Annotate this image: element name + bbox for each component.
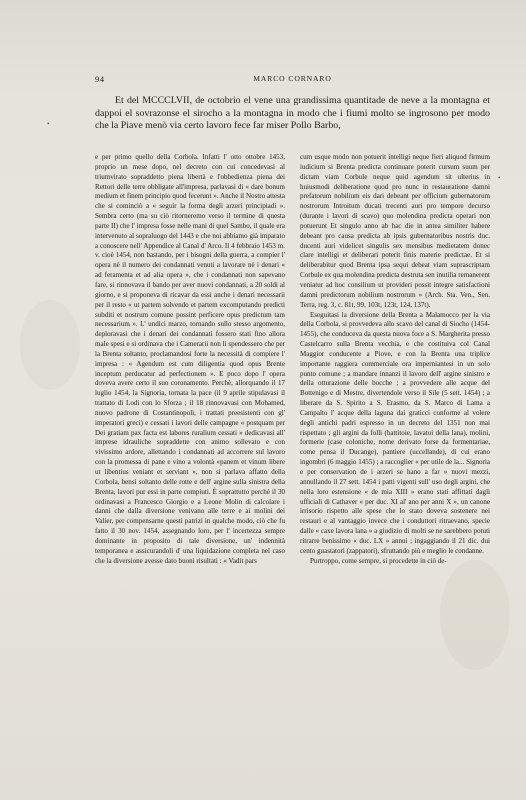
main-text-paragraph: Et del MCCCLVII, de octobrio el vene una grandissima quantitade de neve a la montagna et dappoi el sovrazonse el sirocho a la montagna in modo che i fiumi molto se ingrosono per modo che la Piave menò via certo lavoro fece far miser Pollo Barbo, xyxy=(95,95,490,132)
page-number: 94 xyxy=(95,74,105,84)
footnote-column-left xyxy=(95,153,285,778)
paper-stain xyxy=(20,300,80,390)
running-head: MARCO CORNARO xyxy=(253,74,332,83)
footnote-columns xyxy=(95,153,490,778)
margin-mark: • xyxy=(47,120,50,128)
margin-mark: • xyxy=(498,174,501,182)
page-header xyxy=(95,74,490,86)
footnote-paragraph: cum usque modo non potuerit intelligi neque fieri aliquod firmum iudicium si Brenta predicta continuare poterit cursum suum per dictam viam Corbule neque quid agendum sit ulterius in huiusmodi deliberatione quod pro nunc in restauratione damni prefatorum nobilium eis dari debeant per officium gubernatorum nostrorum Introitum ducati trecenti auri pro tempore decurso (durante i lavori di scavo) quo molendina predicta operari non potuerunt Et singulo anno ab hac die in antea similiter habere debeant pro causa predicta ab ipsis gubernatoribus nostris duc. ducenti auri videlicet singulis sex mensibus medietatem donec clare intelligi et deliberari poterit finis materie predictae. Et si deliberabitur quod Brenta ipsa sequi debeat viam suprascriptam Corbule ex qua molendina predicta destruta sen inutilia remanerent veniatur ad hoc consilium ut provideri possit integre satisfactioni damni predictorum nobilium nostrorum » (Arch. Sta. Ven., Sen. Terra, reg. 3, c. 81t, 99, 103t, 123t, 124, 137t). xyxy=(300,153,490,309)
footnote-paragraph: Purtroppo, come sempre, si procedette in ciò de- xyxy=(310,556,447,565)
footnote-column-right xyxy=(300,153,490,778)
footnote-paragraph: e per primo quello della Corbola. Infatti l' otto ottobre 1453, proprio un mese dopo, nel decreto con cui concedevasi al triumvirato sopraddetto piena libertà e l'obbedienza piena dei Rettori delle terre obbligate all'impresa, parlavasi di « dare bonum medium et finem principio quod fecerunt ». Anche il Nostro attesta che si cominciò a « seguir la forma degli arzeri principiadi ». Sembra certo (ma su ciò ritorneremo verso il termine di questa parte II) che l' impresa fosse nelle mani di quel Sambo, il quale era intervenuto al sopraluogo del 1443 e che noi abbiamo già imparato a conoscere nell' Appendice al Canal d' Arco. Il 4 febbraio 1453 m. v. cioè 1454, non bastando, per i bisogni della guerra, a compier l' opera nè il numero dei condannati venuti a lavorare nè i denari « ad feramenta et ad alia opera », che i condannati non sapevano fare, si rinnovava il bando per aver nuovi condannati, a 20 soldi al giorno, e si proponeva di ricavar da essi anche i denari necessarii per il resto « ut partem solvendo et partem excomputando predicti subditi et nostrum comune possint perficere opus predictum tam necessarium ». L' undici marzo, tornando sullo stesso argomento, deploravasi che i denari dei condannati fossero stati fino allora male spesi e si ordinava che i Camerarii non li spendessero che per la Brenta soltanto, proclamandosi forte la necessità di compiere l' impresa : « Agendum est cum diligentia quod opus Brente inceptum perducatur ad perfectionem ». E poco dopo l' opera doveva avere certo il suo coronamento. Perchè, allorquando il 17 luglio 1454, la Signoria, tornata la pace (il 9 aprile stipulavasi il trattato di Lodi con lo Sforza ; il 18 rinnovavasi con Mohamed, nuovo padrone di Costantinopoli, i trattati preesistenti con gl' imperatori greci) e cessati i lavori delle campagne « postquam per Dei gratiam pax facta est labores ruralium cessati » dedicavasi all' imprese idrauliche sopraddette con animo sollevato e con vivissimo ardore, allettando i condannati ad accorrere sul lavoro con la promessa di pane e vino a volontà «panem et vinum libere ut libentius veniant et serviant », non si parlava affatto della Corbola, bensì soltanto delle rotte e dell' argine sulla sinistra della Brenta, lavori pur essi in parte compiuti. È soprattutto perchè il 30 ordinavasi a Francesco Giorgio e a Leone Molin di calcolare i danni che dalla diversione venivano alle terre e ai molini dei Valier, per compensarne questi patrizi in qualche modo, ciò che fu fatto il 30 nov. 1454, assegnando loro, per l' incertezza sempre dominante in proposito di tale diversione, un' indennità temporanea e assicurandoli d' una liquidazione completa nel caso che la diversione avesse dato buoni risultati : « Vadit pars xyxy=(95,153,285,565)
footnote-paragraph: Eseguitasi la diversione della Brenta a Malamocco per la via della Corbola, si provvedeva allo scavo del canal di Siocho (1454-1455), che conduceva da questa nuova foce a S. Margherita presso Castelcarro sulla Brenta vecchia, e che costituiva col Canal Maggior conducente a Piove, e con la Brenta una triplice importante raggiera commerciale ora imperniantesi in un solo punto comune ; a mandare innanzi il lavoro dell' argine sinistro e della otturazione delle bocche ; a provvedere alle acque del Bottenigo e di Mestre, divertendole verso il Sile (5 sett. 1454) ; a liberare da S. Spirito a S. Erasmo, da S. Marco di Lama a Campalto l' acque della laguna dai graticci conforme al volere degli antichi padri espresso in un decreto del 1351 non mai rispettato ; gli argini da folli (battitoie, lavatoi della lana), molini, formerie (case coloniche, nome derivato forse da formentariae, come pensa il Ducange), pantiere (uccellande), di cui erano ingombri (6 maggio 1455) ; a raccoglier « per utile de la... Signoria e per conservation de i arzeri se hano a far » nuovi mezzi, annullando il 27 sett. 1454 i patti vigenti sull' uso degli argini, che nella loro estensione « de mia XIII » erano stati affittati dagli ufficiali di Cathaver « per duc. XI al' ano per anni X », un canone irrisorio rispetto alle spese che lo stato doveva sostenere nei restauri e al vantaggio invece che i conduttori ritraevano, specie dalle « caxe lavora lana » a giudizio di molti se ne sarebbero potuti ritrarre benissimo « duc. LX » annui ; ingaggiando il 21 dic. dui cento guastatori (zappatori), sfruttando più e meglio le condanne. xyxy=(300,310,490,555)
